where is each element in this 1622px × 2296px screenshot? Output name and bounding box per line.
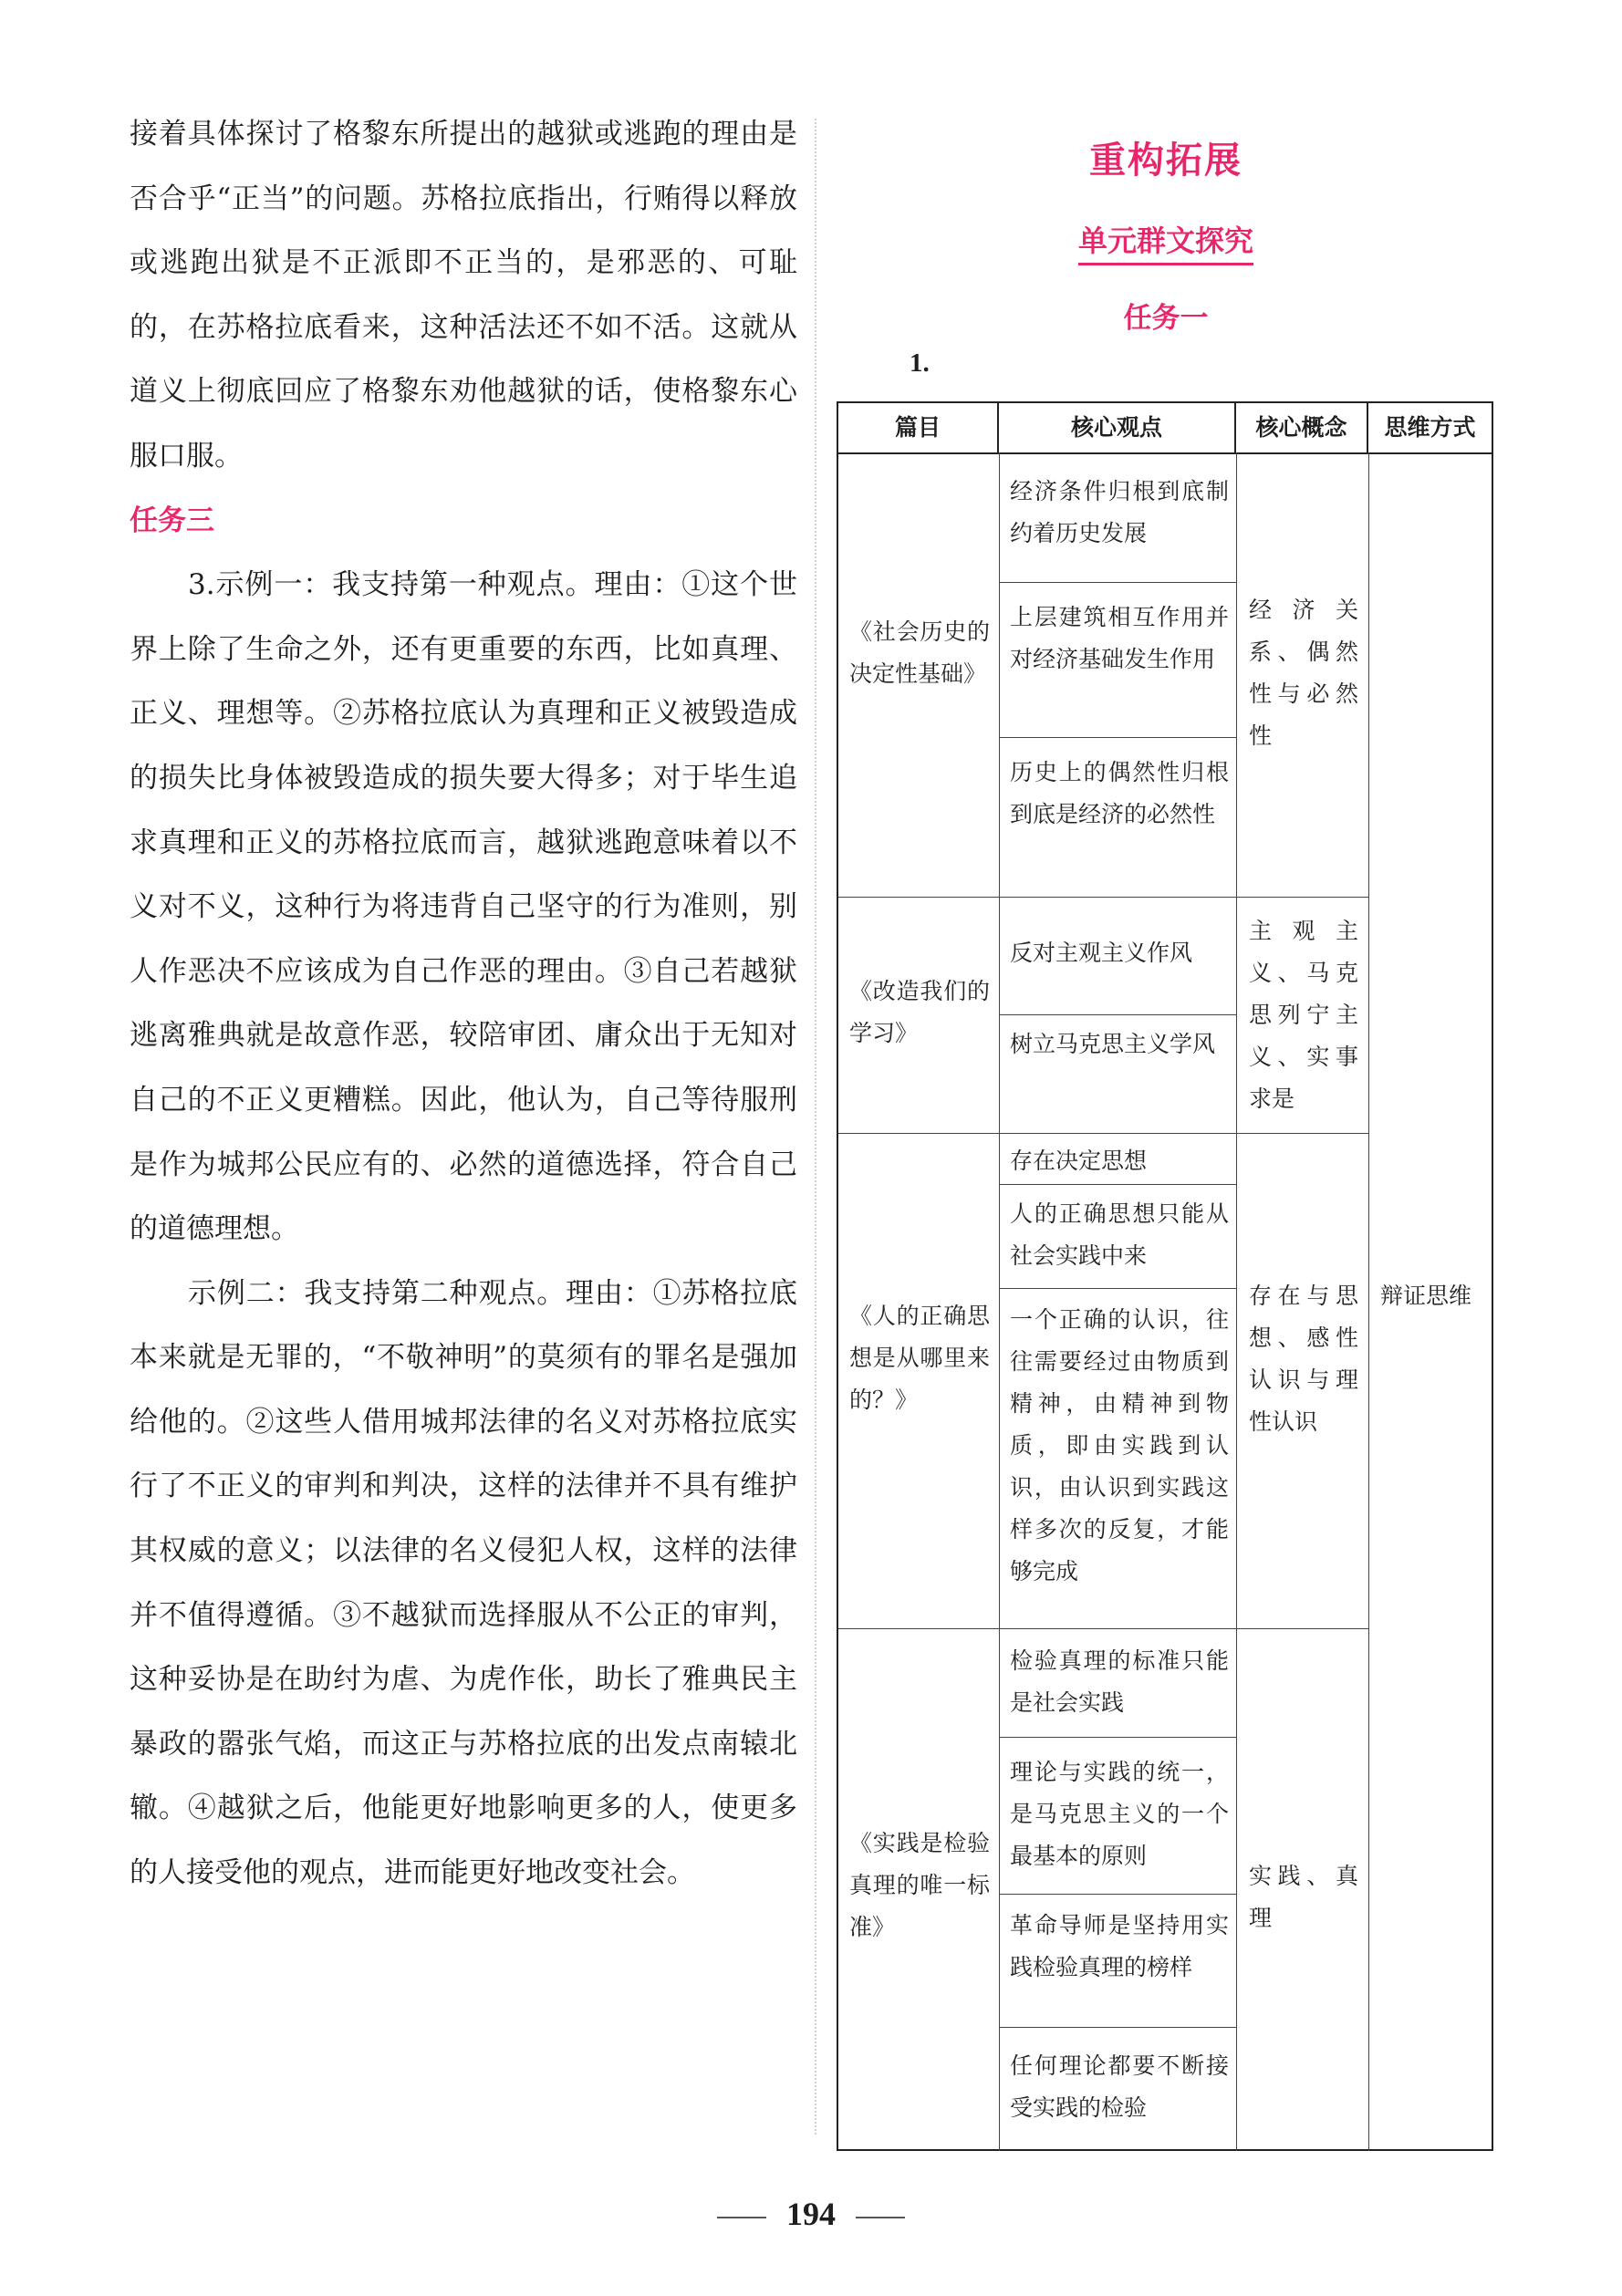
col-rule-2 [1236, 452, 1237, 2151]
group-separator [838, 1133, 1368, 1134]
row4-point4: 任何理论都要不断接受实践的检验 [1010, 2052, 1229, 2121]
row1-point2: 上层建筑相互作用并对经济基础发生作用 [1010, 604, 1229, 672]
paragraph-continuation: 接着具体探讨了格黎东所提出的越狱或逃跑的理由是否合乎“正当”的问题。苏格拉底指出，行贿得以释放或逃跑出狱是不正派即不正当的，是邪恶的、可耻的，在苏格拉底看来，这种活法还不如不活。这就从道义上彻底回应了格黎东劝他越狱的话，使格黎东心服口服。 [130, 118, 797, 473]
row2-title: 《改造我们的学习》 [849, 978, 990, 1046]
row3-title: 《人的正确思想是从哪里来的？》 [849, 1303, 990, 1413]
group-separator [838, 1628, 1368, 1629]
header-core-concept: 核心概念 [1236, 403, 1368, 452]
task1-heading: 任务一 [1123, 302, 1209, 335]
point-separator [999, 1184, 1236, 1185]
thinking-mode: 辩证思维 [1380, 1283, 1472, 1309]
group-separator [838, 897, 1368, 898]
summary-table [837, 401, 1493, 2151]
row3-point1: 存在决定思想 [1010, 1148, 1148, 1174]
header-thinking-mode: 思维方式 [1384, 414, 1476, 441]
row4-title: 《实践是检验真理的唯一标准》 [849, 1830, 990, 1940]
point-separator [999, 2027, 1236, 2028]
page-footer [0, 2195, 1622, 2233]
point-separator [999, 582, 1236, 583]
row4-point3: 革命导师是坚持用实践检验真理的榜样 [1010, 1912, 1229, 1980]
section-title: 重构拓展 [1089, 140, 1242, 182]
row1-point1: 经济条件归根到底制约着历史发展 [1010, 478, 1229, 546]
row2-point2: 树立马克思主义学风 [1010, 1031, 1216, 1057]
header-core-view: 核心观点 [999, 403, 1236, 452]
point-separator [999, 1894, 1236, 1895]
point-separator [999, 1737, 1236, 1738]
row3-point2: 人的正确思想只能从社会实践中来 [1010, 1200, 1229, 1269]
footer-rule-left [717, 2217, 766, 2218]
section-subtitle: 单元群文探究 [1078, 221, 1253, 265]
question-number: 1. [910, 348, 930, 378]
header-rule [838, 452, 1492, 454]
left-column [130, 102, 797, 1906]
row4-point1: 检验真理的标准只能是社会实践 [1010, 1647, 1229, 1716]
row3-concept: 存在与思想、感性认识与理性认识 [1249, 1283, 1358, 1435]
col-rule-1 [999, 452, 1000, 2151]
column-divider [815, 119, 816, 2135]
task3-heading: 任务三 [130, 504, 214, 537]
point-separator [999, 737, 1236, 738]
example-two-paragraph: 示例二：我支持第二种观点。理由：①苏格拉底本来就是无罪的，“不敬神明”的莫须有的罪名是强加给他的。②这些人借用城邦法律的名义对苏格拉底实行了不正义的审判和判决，这样的法律并不具有维护其权威的意义；以法律的名义侵犯人权，这样的法律并不值得遵循。③不越狱而选择服从不公正的审判，这种妥协是在助纣为虐、为虎作伥，助长了雅典民主暴政的嚣张气焰，而这正与苏格拉底的出发点南辕北辙。④越狱之后，他能更好地影响更多的人，使更多的人接受他的观点，进而能更好地改变社会。 [130, 1276, 797, 1890]
col-rule-3 [1368, 452, 1369, 2151]
row3-point3: 一个正确的认识，往往需要经过由物质到精神，由精神到物质，即由实践到认识，由认识到实践这样多次的反复，才能够完成 [1010, 1306, 1229, 1584]
row1-point3: 历史上的偶然性归根到底是经济的必然性 [1010, 759, 1229, 827]
row2-point1: 反对主观主义作风 [1010, 940, 1193, 966]
row1-concept: 经济关系、偶然性与必然性 [1249, 597, 1358, 749]
row4-concept: 实践、真理 [1249, 1863, 1358, 1931]
point-separator [999, 1014, 1236, 1015]
footer-rule-right [856, 2217, 905, 2218]
row4-point2: 理论与实践的统一，是马克思主义的一个最基本的原则 [1010, 1759, 1229, 1869]
header-title: 篇目 [838, 403, 999, 452]
right-column-header [837, 128, 1494, 338]
example-one-paragraph: 3.示例一：我支持第一种观点。理由：①这个世界上除了生命之外，还有更重要的东西，比如真理、正义、理想等。②苏格拉底认为真理和正义被毁造成的损失比身体被毁造成的损失要大得多；对于毕生追求真理和正义的苏格拉底而言，越狱逃跑意味着以不义对不义，这种行为将违背自己坚守的行为准则，别人作恶决不应该成为自己作恶的理由。③自己若越狱逃离雅典就是故意作恶，较陪审团、庸众出于无知对自己的不正义更糟糕。因此，他认为，自己等待服刑是作为城邦公民应有的、必然的道德选择，符合自己的道德理想。 [130, 568, 797, 1246]
page-number: 194 [786, 2196, 836, 2232]
point-separator [999, 1288, 1236, 1289]
row2-concept: 主观主义、马克思列宁主义、实事求是 [1249, 918, 1358, 1112]
row1-title: 《社会历史的决定性基础》 [849, 618, 990, 687]
